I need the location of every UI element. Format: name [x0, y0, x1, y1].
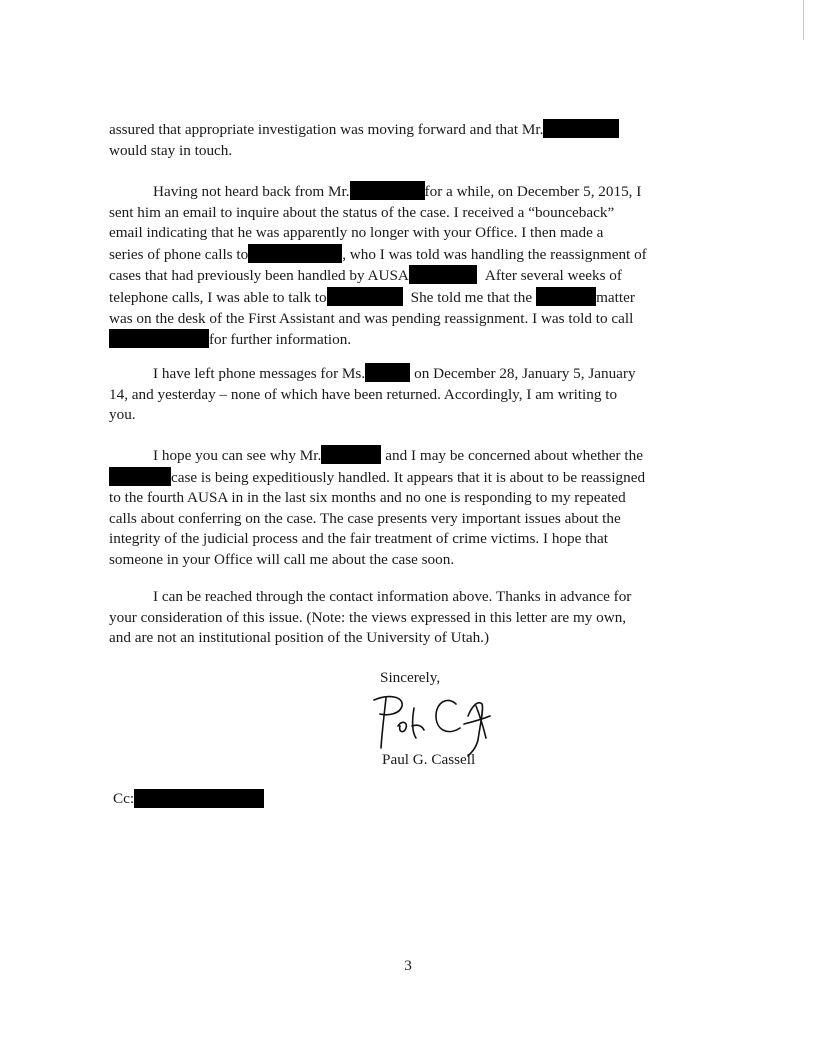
text-line: integrity of the judicial process and the fair treatment of crime victims. I hope that — [109, 530, 608, 548]
paragraph-4 — [109, 445, 699, 571]
redaction-box — [248, 244, 342, 263]
text-line: your consideration of this issue. (Note: the views expressed in this letter are my own, — [109, 608, 627, 626]
signature-block — [380, 668, 580, 768]
text-line: email indicating that he was apparently no longer with your Office. I then made a — [109, 224, 604, 242]
redaction-box — [109, 467, 171, 486]
closing-salutation: Sincerely, — [380, 669, 441, 686]
text-line: to the fourth AUSA in in the last six months and no one is responding to my repeated — [109, 489, 626, 507]
redaction-box — [327, 287, 403, 306]
text-line: for further information. — [109, 329, 699, 351]
redaction-box — [134, 789, 264, 808]
redaction-box — [350, 181, 425, 200]
signer-name: Paul G. Cassell — [382, 751, 476, 768]
text-line: would stay in touch. — [109, 141, 233, 159]
page-number: 3 — [404, 957, 412, 974]
text-line: I have left phone messages for Ms. on December 28, January 5, January — [153, 365, 636, 382]
text-line: you. — [109, 406, 136, 424]
text-line: was on the desk of the First Assistant and was pending reassignment. I was told to call — [109, 309, 634, 327]
paragraph-5 — [109, 587, 699, 649]
text-line: sent him an email to inquire about the status of the case. I received a “bounceback” — [109, 203, 615, 221]
text-line: case is being expeditiously handled. It appears that it is about to be reassigned — [109, 467, 699, 489]
text-line: telephone calls, I was able to talk to She told me that the matter — [109, 288, 635, 306]
text-line: I hope you can see why Mr. and I may be concerned about whether the — [153, 447, 643, 464]
redaction-box — [409, 265, 477, 284]
text-line: I can be reached through the contact information above. Thanks in advance for — [153, 588, 632, 605]
text-line: series of phone calls to , who I was told was handling the reassignment of — [109, 245, 647, 263]
cc-line — [113, 789, 264, 809]
redaction-box — [365, 363, 410, 382]
paragraph-3 — [109, 363, 699, 426]
redaction-box — [321, 445, 381, 464]
cc-label: Cc: — [113, 790, 135, 807]
text-line: 14, and yesterday – none of which have been returned. Accordingly, I am writing to — [109, 385, 618, 403]
paragraph-1 — [109, 119, 699, 161]
redaction-box — [109, 329, 209, 348]
text-line: Having not heard back from Mr. for a while, on December 5, 2015, I — [153, 183, 642, 200]
redaction-box — [536, 287, 596, 306]
text-line: calls about conferring on the case. The case presents very important issues about the — [109, 509, 621, 527]
redaction-box — [543, 119, 619, 138]
text-line: assured that appropriate investigation was moving forward and that Mr. — [109, 119, 699, 141]
text-line: cases that had previously been handled by AUSA After several weeks of — [109, 267, 622, 285]
text-line: someone in your Office will call me about the case soon. — [109, 550, 455, 568]
text-line: and are not an institutional position of the University of Utah.) — [109, 629, 490, 647]
scan-edge-line — [803, 0, 804, 40]
paragraph-2 — [109, 181, 699, 351]
